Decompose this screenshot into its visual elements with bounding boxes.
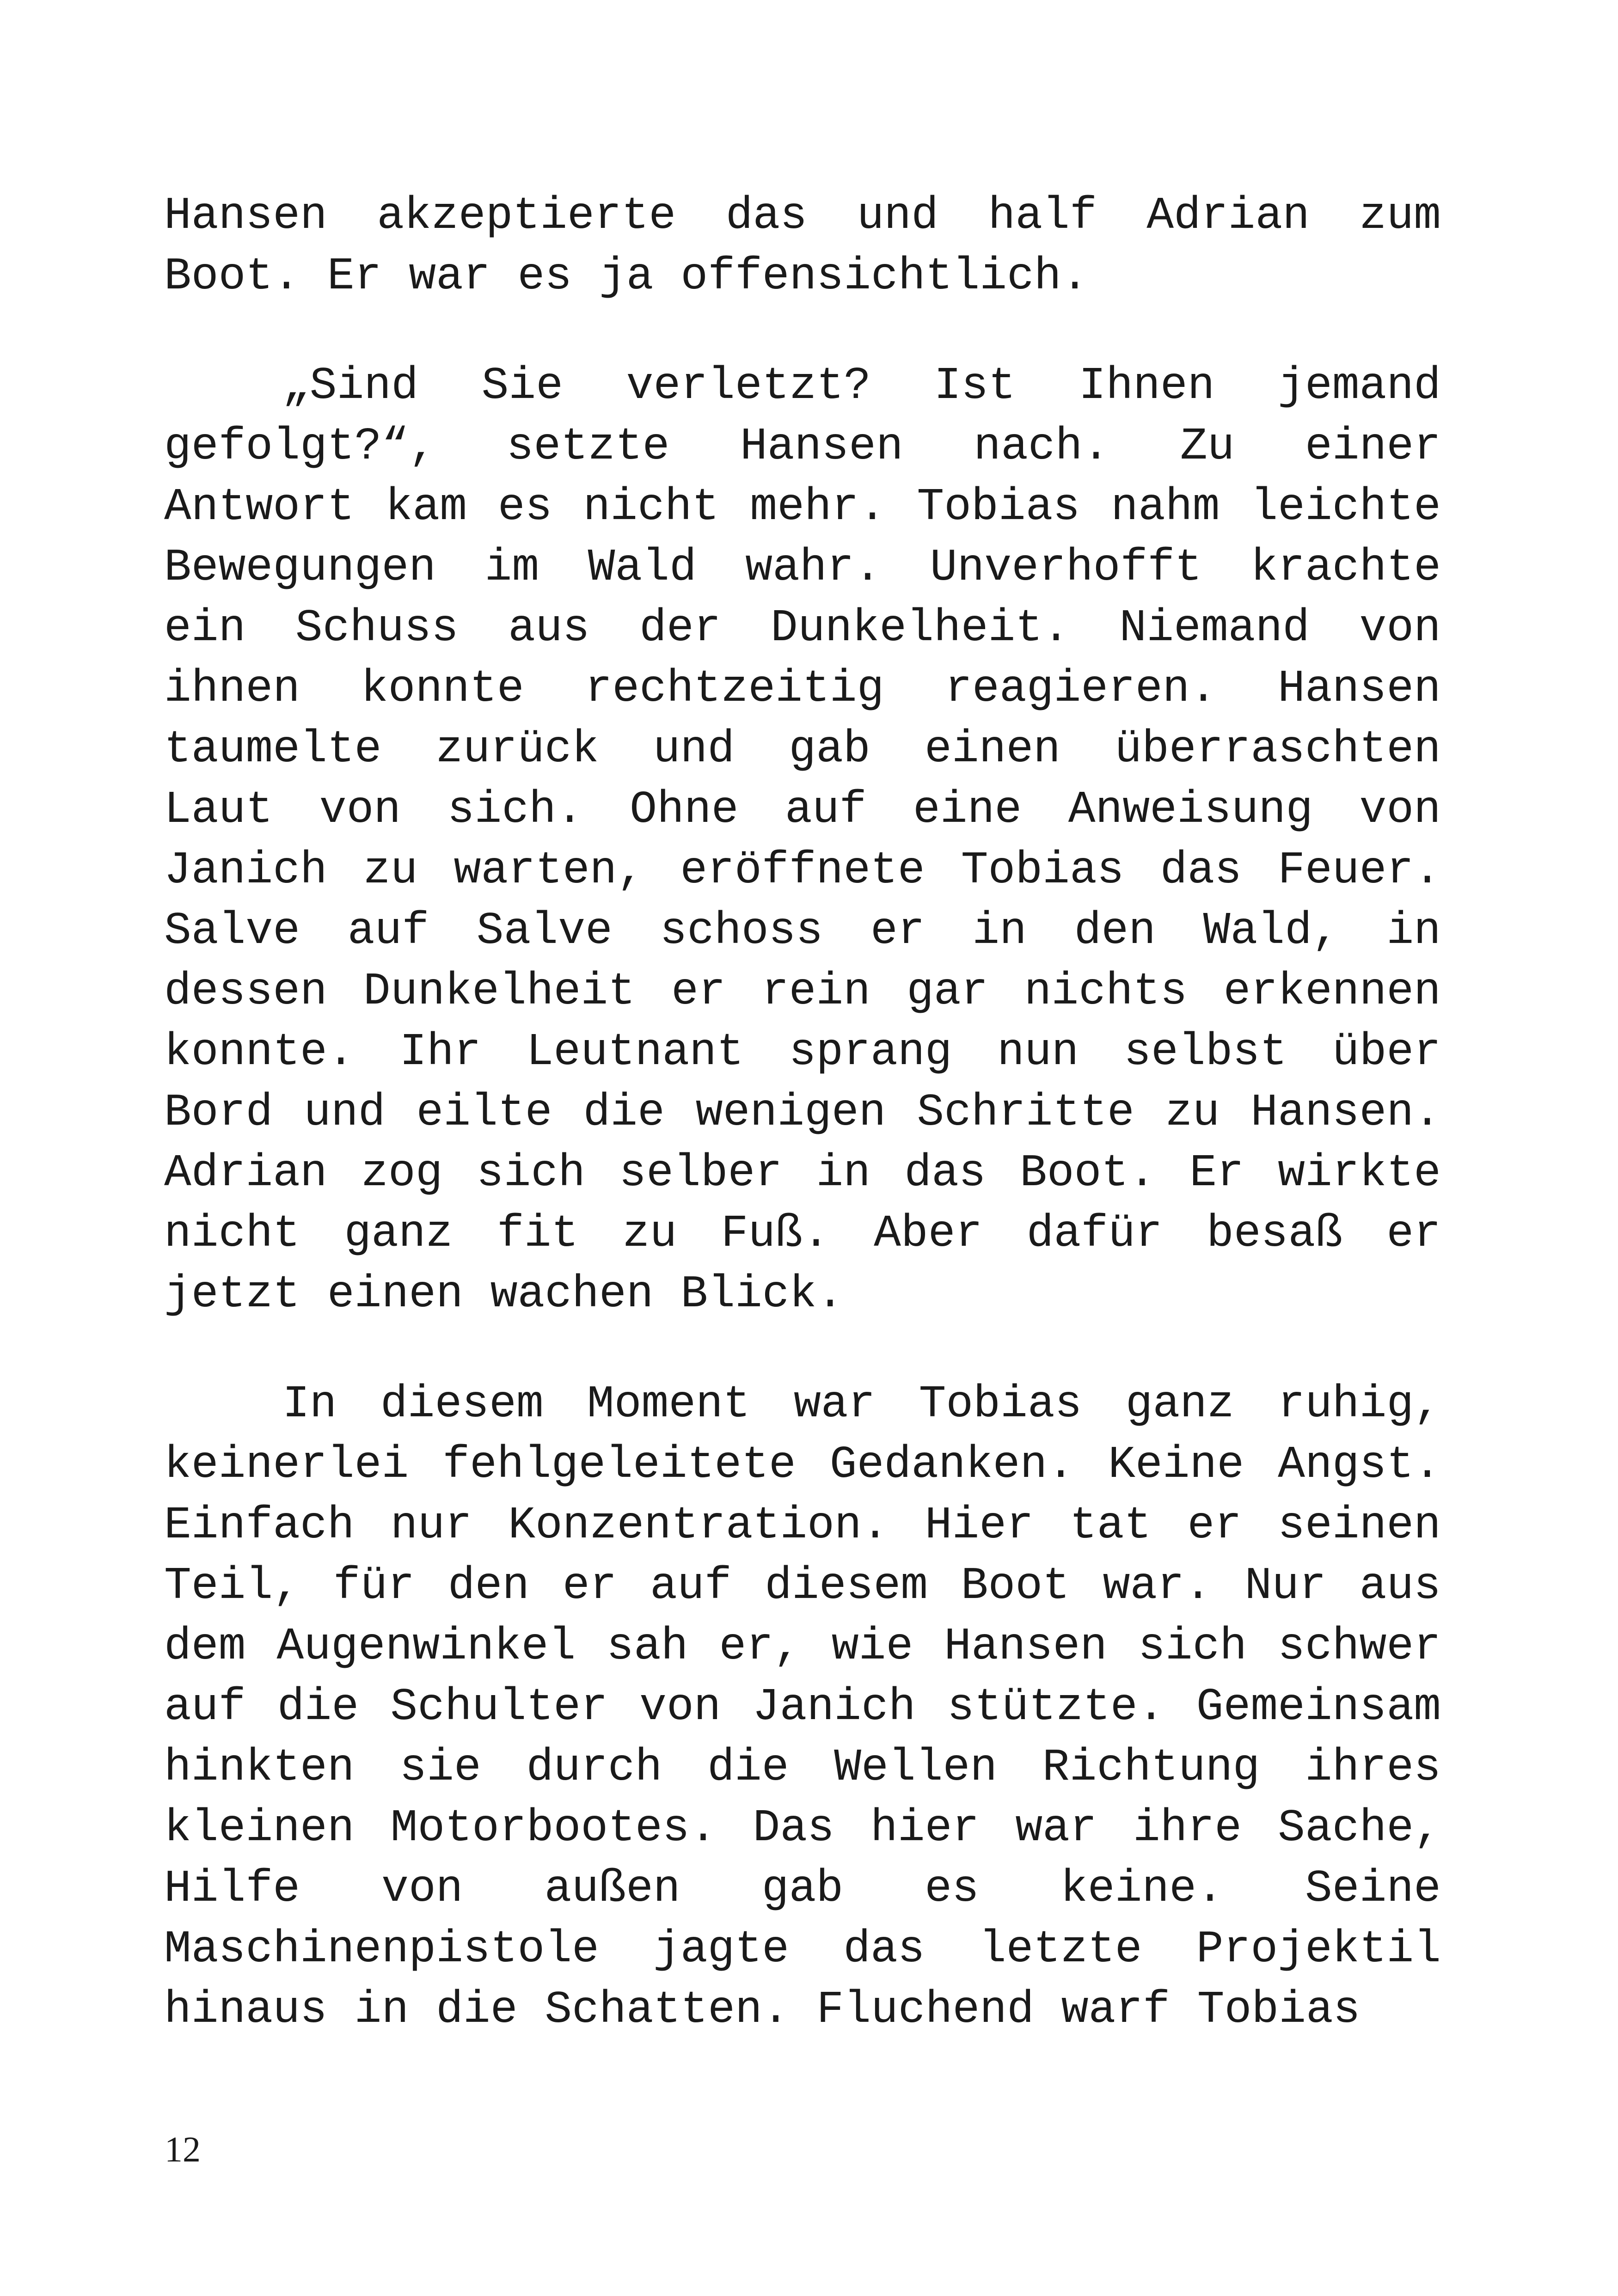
paragraph-2: „Sind Sie verletzt? Ist Ihnen jemand gefolgt?“, setzte Hansen nach. Zu einer Antwort kam es nicht mehr. Tobias nahm leichte Bewegungen im Wald wahr. Unverhofft krachte ein Schuss aus der Dunkelheit. Niemand von ihnen konnte rechtzeitig reagieren. Hansen taumelte zurück und gab einen überraschten Laut von sich. Ohne auf eine Anweisung von Janich zu warten, eröffnete Tobias das Feuer. Salve auf Salve schoss er in den Wald, in dessen Dunkelheit er rein gar nichts erkennen konnte. Ihr Leutnant sprang nun selbst über Bord und eilte die wenigen Schritte zu Hansen. Adrian zog sich selber in das Boot. Er wirkte nicht ganz fit zu Fuß. Aber dafür besaß er jetzt einen wachen Blick. [164, 361, 1441, 1320]
page-number: 12 [165, 2129, 201, 2169]
paragraph-3: In diesem Moment war Tobias ganz ruhig, keinerlei fehlgeleitete Gedanken. Keine Angst. Einfach nur Konzentration. Hier tat er seinen Teil, für den er auf diesem Boot war. Nur aus dem Augenwinkel sah er, wie Hansen sich schwer auf die Schulter von Janich stützte. Gemeinsam hinkten sie durch die Wellen Richtung ihres kleinen Motorbootes. Das hier war ihre Sache, Hilfe von außen gab es keine. Seine Maschinenpistole jagte das letzte Projektil hinaus in die Schatten. Fluchend warf Tobias [164, 1379, 1441, 2036]
paragraph-1: Hansen akzeptierte das und half Adrian zum Boot. Er war es ja offensichtlich. [164, 190, 1441, 302]
